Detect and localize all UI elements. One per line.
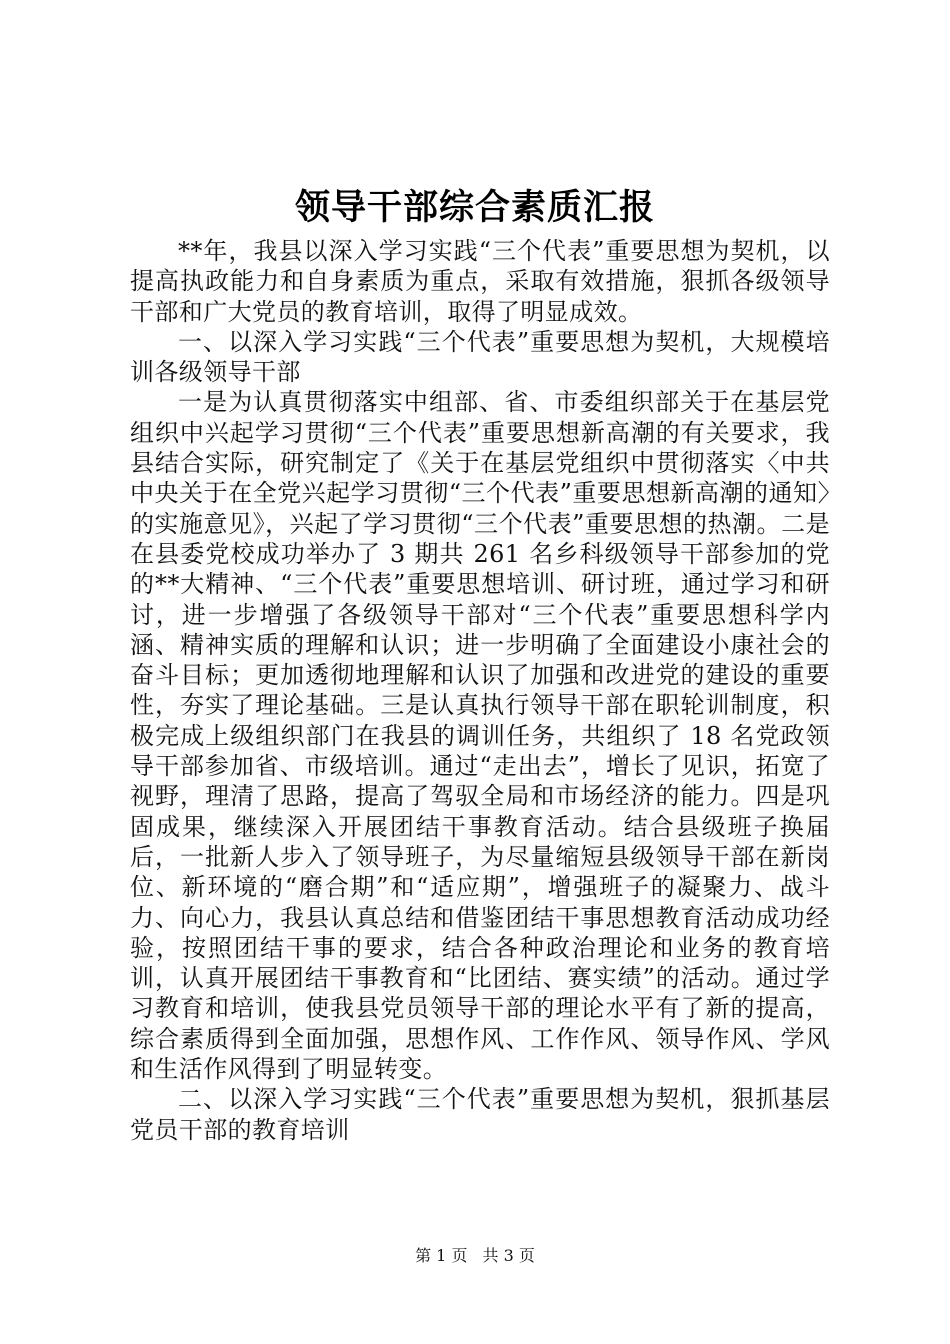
page-number: 第 1 页 xyxy=(415,1246,468,1265)
section-heading-1: 一、以深入学习实践“三个代表”重要思想为契机，大规模培训各级领导干部 xyxy=(130,327,830,387)
page-total: 共 3 页 xyxy=(482,1246,535,1265)
document-body xyxy=(130,236,830,1145)
section-heading-2: 二、以深入学习实践“三个代表”重要思想为契机，狠抓基层党员干部的教育培训 xyxy=(130,1085,830,1144)
document-title: 领导干部综合素质汇报 xyxy=(294,187,655,228)
paragraph-section-1: 一是为认真贯彻落实中组部、省、市委组织部关于在基层党组织中兴起学习贯彻“三个代表”重要思想新高潮的有关要求，我县结合实际，研究制定了《关于在基层党组织中贯彻落实〈中共中央关于在全党兴起学习贯彻“三个代表”重要思想新高潮的通知〉的实施意见》，兴起了学习贯彻“三个代表”重要思想的热潮。二是在县委党校成功举办了 3 期共 261 名乡科级领导干部参加的党的**大精神、“三个代表”重要思想培训、研讨班，通过学习和研讨，进一步增强了各级领导干部对“三个代表”重要思想科学内涵、精神实质的理解和认识；进一步明确了全面建设小康社会的奋斗目标；更加透彻地理解和认识了加强和改进党的建设的重要性，夯实了理论基础。三是认真执行领导干部在职轮训制度，积极完成上级组织部门在我县的调训任务，共组织了 18 名党政领导干部参加省、市级培训。通过“走出去”，增长了见识，拓宽了视野，理清了思路，提高了驾驭全局和市场经济的能力。四是巩固成果，继续深入开展团结干事教育活动。结合县级班子换届后，一批新人步入了领导班子，为尽量缩短县级领导干部在新岗位、新环境的“磨合期”和“适应期”，增强班子的凝聚力、战斗力、向心力，我县认真总结和借鉴团结干事思想教育活动成功经验，按照团结干事的要求，结合各种政治理论和业务的教育培训，认真开展团结干事教育和“比团结、赛实绩”的活动。通过学习教育和培训，使我县党员领导干部的理论水平有了新的提高，综合素质得到全面加强，思想作风、工作作风、领导作风、学风和生活作风得到了明显转变。 xyxy=(130,388,830,1084)
page-footer xyxy=(0,1245,950,1267)
paragraph-intro: **年，我县以深入学习实践“三个代表”重要思想为契机，以提高执政能力和自身素质为重点，采取有效措施，狠抓各级领导干部和广大党员的教育培训，取得了明显成效。 xyxy=(130,237,830,326)
